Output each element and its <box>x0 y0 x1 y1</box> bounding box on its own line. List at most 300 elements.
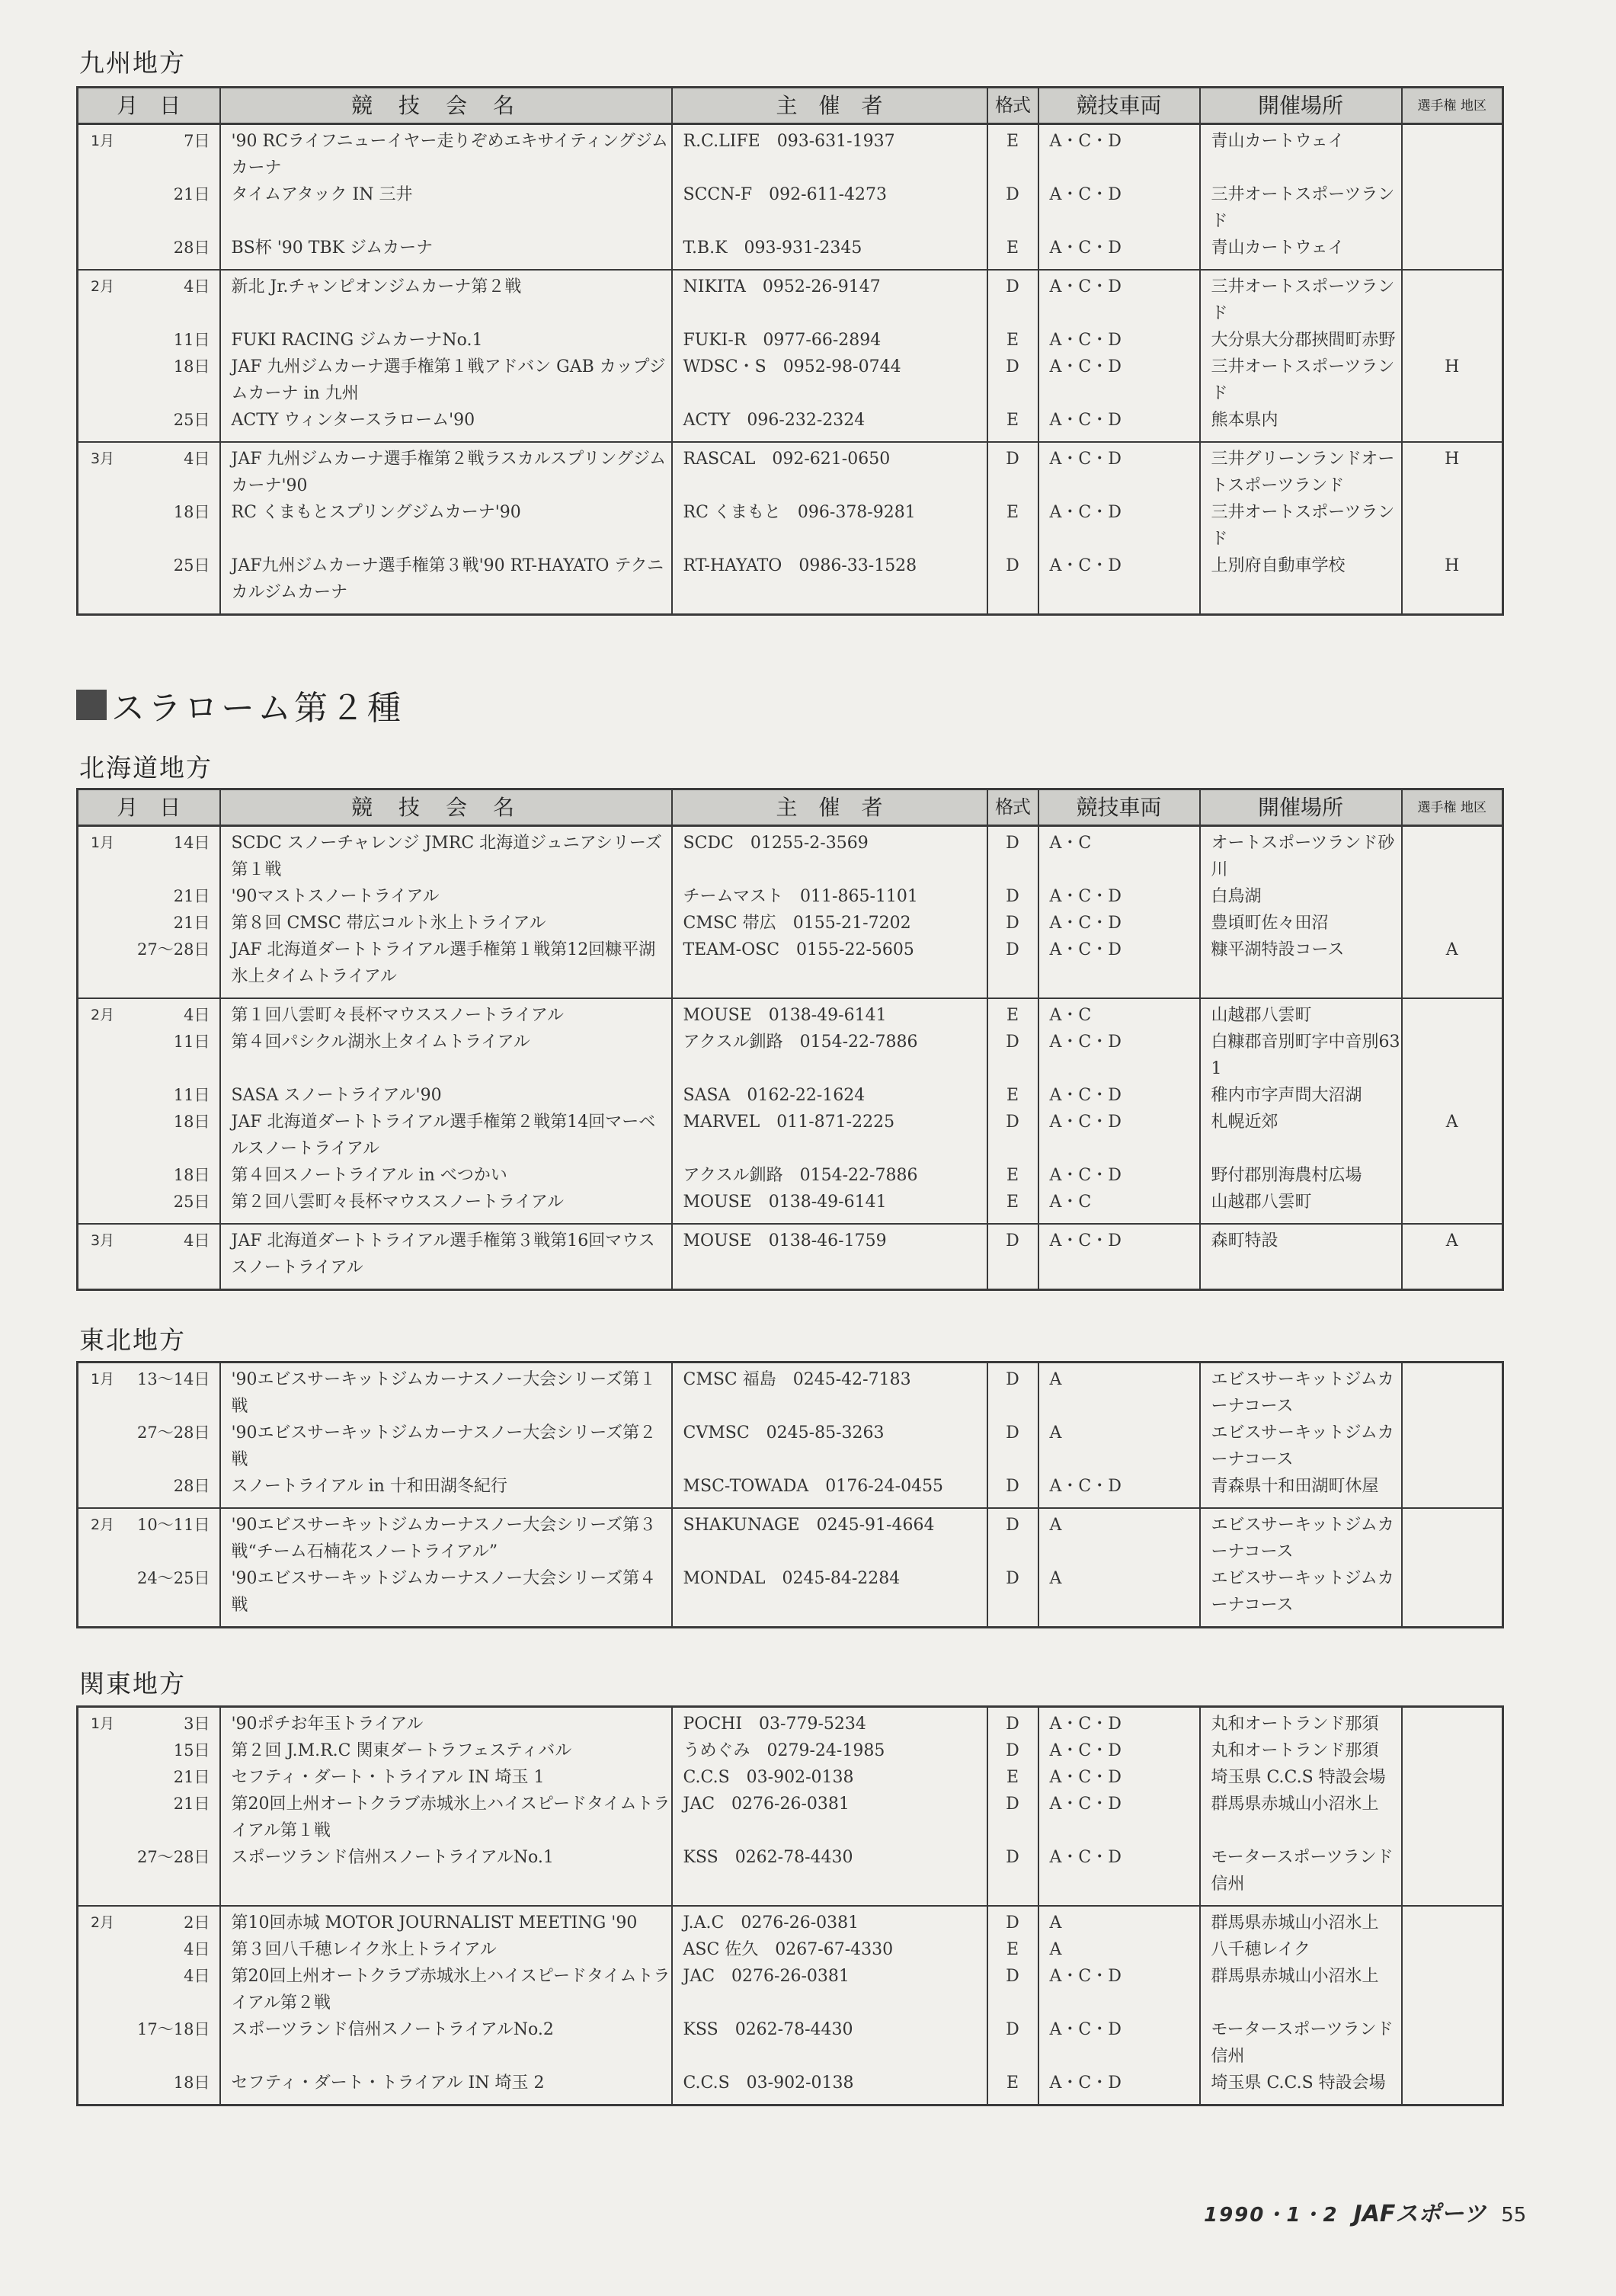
date-wrap <box>91 552 210 579</box>
day-label: 27～28日 <box>137 940 210 959</box>
organizer-cell: SHAKUNAGE 0245-91-4664 <box>672 1508 987 1565</box>
cars-cell: A・C・D <box>1038 552 1200 615</box>
organizer-cell: アクスル釧路 0154-22-7886 <box>672 1162 987 1189</box>
organizer-cell: TEAM-OSC 0155-22-5605 <box>672 937 987 998</box>
event-name-cell: RC くまもとスプリングジムカーナ'90 <box>220 499 672 552</box>
date-wrap <box>91 1764 210 1791</box>
day-label: 3日 <box>184 1715 210 1733</box>
championship-cell <box>1402 1791 1503 1844</box>
venue-cell: 札幌近郊 <box>1200 1109 1402 1162</box>
date-cell <box>78 2016 220 2070</box>
event-name-cell: セフティ・ダート・トライアル IN 埼玉 1 <box>220 1764 672 1791</box>
organizer-cell: RASCAL 092-621-0650 <box>672 442 987 499</box>
cars-cell: A・C・D <box>1038 1162 1200 1189</box>
day-label: 4日 <box>184 277 210 296</box>
venue-cell: 糠平湖特設コース <box>1200 937 1402 998</box>
format-cell: E <box>987 327 1038 354</box>
event-name-cell: スポーツランド信州スノートライアルNo.1 <box>220 1844 672 1906</box>
championship-cell <box>1402 1420 1503 1473</box>
day-label: 18日 <box>173 357 210 376</box>
organizer-cell: MOUSE 0138-49-6141 <box>672 1189 987 1224</box>
championship-cell <box>1402 883 1503 910</box>
table-row <box>78 1109 1503 1162</box>
venue-cell: 三井オートスポーツランド <box>1200 181 1402 235</box>
championship-cell <box>1402 1082 1503 1109</box>
day-label: 10～11日 <box>137 1516 210 1534</box>
championship-cell <box>1402 1764 1503 1791</box>
event-name-cell: '90 RCライフニューイヤー走りぞめエキサイティングジムカーナ <box>220 124 672 182</box>
date-cell <box>78 937 220 998</box>
organizer-cell: CMSC 福島 0245-42-7183 <box>672 1363 987 1420</box>
venue-cell: 森町特設 <box>1200 1224 1402 1290</box>
date-wrap <box>91 354 210 380</box>
table-row <box>78 1473 1503 1508</box>
championship-cell <box>1402 235 1503 270</box>
format-cell: E <box>987 998 1038 1029</box>
table-header-row <box>78 88 1503 124</box>
day-label: 13～14日 <box>137 1370 210 1388</box>
venue-cell: 群馬県赤城山小沼氷上 <box>1200 1791 1402 1844</box>
square-bullet-icon <box>76 690 107 720</box>
date-cell <box>78 2070 220 2105</box>
date-wrap <box>91 1366 210 1393</box>
cars-cell: A・C・D <box>1038 181 1200 235</box>
cars-cell: A・C・D <box>1038 327 1200 354</box>
table-row <box>78 327 1503 354</box>
venue-cell: 埼玉県 C.C.S 特設会場 <box>1200 1764 1402 1791</box>
organizer-cell: KSS 0262-78-4430 <box>672 2016 987 2070</box>
organizer-cell: CMSC 帯広 0155-21-7202 <box>672 910 987 937</box>
event-name-cell: JAF九州ジムカーナ選手権第３戦'90 RT-HAYATO テクニカルジムカーナ <box>220 552 672 615</box>
championship-cell: H <box>1402 552 1503 615</box>
date-wrap <box>91 128 210 155</box>
table-row <box>78 1082 1503 1109</box>
header-event-name: 競技会名 <box>220 789 672 826</box>
date-wrap <box>91 1109 210 1135</box>
format-cell: D <box>987 1963 1038 2016</box>
event-name-cell: セフティ・ダート・トライアル IN 埼玉 2 <box>220 2070 672 2105</box>
table-row <box>78 2016 1503 2070</box>
venue-cell: 丸和オートランド那須 <box>1200 1737 1402 1764</box>
date-cell <box>78 499 220 552</box>
venue-cell: 上別府自動車学校 <box>1200 552 1402 615</box>
date-wrap <box>91 1791 210 1817</box>
month-label: 1月 <box>91 1371 115 1388</box>
date-cell <box>78 1565 220 1628</box>
day-label: 25日 <box>173 1193 210 1211</box>
date-wrap <box>91 1473 210 1500</box>
event-name-cell: JAF 九州ジムカーナ選手権第２戦ラスカルスプリングジムカーナ'90 <box>220 442 672 499</box>
cars-cell: A・C・D <box>1038 499 1200 552</box>
date-wrap <box>91 1711 210 1737</box>
date-wrap <box>91 1910 210 1936</box>
championship-cell <box>1402 1363 1503 1420</box>
schedule-table-hokkaido <box>76 788 1504 1291</box>
month-label: 1月 <box>91 1715 115 1732</box>
day-label: 21日 <box>173 914 210 932</box>
day-label: 7日 <box>184 132 210 150</box>
organizer-cell: RC くまもと 096-378-9281 <box>672 499 987 552</box>
date-cell <box>78 826 220 884</box>
championship-cell <box>1402 270 1503 327</box>
day-label: 4日 <box>184 1231 210 1250</box>
organizer-cell: アクスル釧路 0154-22-7886 <box>672 1029 987 1082</box>
championship-cell <box>1402 499 1503 552</box>
championship-cell <box>1402 1508 1503 1565</box>
format-cell: D <box>987 910 1038 937</box>
header-format: 格式 <box>987 789 1038 826</box>
event-name-cell: 新北 Jr.チャンピオンジムカーナ第２戦 <box>220 270 672 327</box>
date-cell <box>78 1707 220 1738</box>
format-cell: D <box>987 270 1038 327</box>
cars-cell: A・C <box>1038 998 1200 1029</box>
day-label: 15日 <box>173 1741 210 1760</box>
venue-cell: エビスサーキットジムカーナコース <box>1200 1363 1402 1420</box>
table-row <box>78 1906 1503 1936</box>
table-row <box>78 1764 1503 1791</box>
month-label: 3月 <box>91 450 115 467</box>
date-wrap <box>91 1420 210 1446</box>
date-wrap <box>91 830 210 857</box>
date-wrap <box>91 1189 210 1215</box>
cars-cell: A・C <box>1038 826 1200 884</box>
championship-cell: A <box>1402 937 1503 998</box>
cars-cell: A・C・D <box>1038 1082 1200 1109</box>
date-wrap <box>91 1029 210 1055</box>
cars-cell: A・C・D <box>1038 1764 1200 1791</box>
organizer-cell: C.C.S 03-902-0138 <box>672 1764 987 1791</box>
date-cell <box>78 1737 220 1764</box>
championship-cell <box>1402 910 1503 937</box>
date-cell <box>78 1844 220 1906</box>
day-label: 21日 <box>173 1768 210 1786</box>
schedule-table-kanto <box>76 1705 1504 2106</box>
championship-cell <box>1402 124 1503 182</box>
format-cell: D <box>987 883 1038 910</box>
page-footer <box>1204 2195 1526 2228</box>
table-row <box>78 1707 1503 1738</box>
format-cell: D <box>987 181 1038 235</box>
format-cell: D <box>987 826 1038 884</box>
organizer-cell: T.B.K 093-931-2345 <box>672 235 987 270</box>
format-cell: D <box>987 354 1038 407</box>
cars-cell: A・C・D <box>1038 407 1200 442</box>
date-wrap <box>91 407 210 434</box>
cars-cell: A <box>1038 1906 1200 1936</box>
table-row <box>78 235 1503 270</box>
date-wrap <box>91 1844 210 1871</box>
venue-cell: 青森県十和田湖町休屋 <box>1200 1473 1402 1508</box>
date-wrap <box>91 1936 210 1963</box>
format-cell: E <box>987 2070 1038 2105</box>
date-wrap <box>91 446 210 472</box>
venue-cell: 丸和オートランド那須 <box>1200 1707 1402 1738</box>
organizer-cell: SASA 0162-22-1624 <box>672 1082 987 1109</box>
date-cell <box>78 124 220 182</box>
venue-cell: 三井オートスポーツランド <box>1200 354 1402 407</box>
event-name-cell: 第２回八雲町々長杯マウススノートライアル <box>220 1189 672 1224</box>
event-name-cell: 第３回八千穂レイク氷上トライアル <box>220 1936 672 1963</box>
header-venue: 開催場所 <box>1200 88 1402 124</box>
header-cars: 競技車両 <box>1038 88 1200 124</box>
date-cell <box>78 1764 220 1791</box>
organizer-cell: SCDC 01255-2-3569 <box>672 826 987 884</box>
championship-cell <box>1402 1473 1503 1508</box>
format-cell: D <box>987 1707 1038 1738</box>
date-wrap <box>91 499 210 526</box>
month-label: 2月 <box>91 1914 115 1931</box>
month-label: 1月 <box>91 834 115 851</box>
table-row <box>78 937 1503 998</box>
format-cell: E <box>987 1162 1038 1189</box>
table-row <box>78 499 1503 552</box>
organizer-cell: ASC 佐久 0267-67-4330 <box>672 1936 987 1963</box>
date-cell <box>78 1936 220 1963</box>
header-event-name: 競技会名 <box>220 88 672 124</box>
date-cell <box>78 910 220 937</box>
table-row <box>78 181 1503 235</box>
organizer-cell: SCCN-F 092-611-4273 <box>672 181 987 235</box>
event-name-cell: スノートライアル in 十和田湖冬紀行 <box>220 1473 672 1508</box>
venue-cell: 埼玉県 C.C.S 特設会場 <box>1200 2070 1402 2105</box>
date-cell <box>78 1082 220 1109</box>
cars-cell: A・C・D <box>1038 1844 1200 1906</box>
championship-cell <box>1402 1029 1503 1082</box>
cars-cell: A・C <box>1038 1189 1200 1224</box>
date-cell <box>78 1906 220 1936</box>
table-row <box>78 1737 1503 1764</box>
month-label: 3月 <box>91 1232 115 1249</box>
cars-cell: A・C・D <box>1038 883 1200 910</box>
organizer-cell: RT-HAYATO 0986-33-1528 <box>672 552 987 615</box>
event-name-cell: タイムアタック IN 三井 <box>220 181 672 235</box>
championship-cell: H <box>1402 354 1503 407</box>
format-cell: D <box>987 1737 1038 1764</box>
venue-cell: 稚内市字声問大沼湖 <box>1200 1082 1402 1109</box>
date-cell <box>78 1420 220 1473</box>
format-cell: D <box>987 1791 1038 1844</box>
organizer-cell: J.A.C 0276-26-0381 <box>672 1906 987 1936</box>
cars-cell: A・C・D <box>1038 1963 1200 2016</box>
venue-cell: 三井オートスポーツランド <box>1200 270 1402 327</box>
event-name-cell: '90エビスサーキットジムカーナスノー大会シリーズ第３戦“チーム石楠花スノートライアル” <box>220 1508 672 1565</box>
organizer-cell: FUKI-R 0977-66-2894 <box>672 327 987 354</box>
venue-cell: オートスポーツランド砂川 <box>1200 826 1402 884</box>
championship-cell <box>1402 1162 1503 1189</box>
venue-cell: 八千穂レイク <box>1200 1936 1402 1963</box>
organizer-cell: MOUSE 0138-49-6141 <box>672 998 987 1029</box>
venue-cell: モータースポーツランド信州 <box>1200 1844 1402 1906</box>
footer-issue-date: 1990・1・2 <box>1204 2204 1339 2227</box>
date-cell <box>78 181 220 235</box>
championship-cell: H <box>1402 442 1503 499</box>
championship-cell <box>1402 181 1503 235</box>
schedule-table-kyushu <box>76 86 1504 616</box>
format-cell: D <box>987 2016 1038 2070</box>
event-name-cell: 第４回スノートライアル in べつかい <box>220 1162 672 1189</box>
cars-cell: A・C・D <box>1038 1737 1200 1764</box>
championship-cell: A <box>1402 1224 1503 1290</box>
format-cell: E <box>987 1082 1038 1109</box>
cars-cell: A・C・D <box>1038 1109 1200 1162</box>
date-wrap <box>91 327 210 354</box>
organizer-cell: JAC 0276-26-0381 <box>672 1791 987 1844</box>
event-name-cell: SASA スノートライアル'90 <box>220 1082 672 1109</box>
cars-cell: A・C・D <box>1038 354 1200 407</box>
cars-cell: A・C・D <box>1038 235 1200 270</box>
event-name-cell: '90エビスサーキットジムカーナスノー大会シリーズ第１戦 <box>220 1363 672 1420</box>
organizer-cell: JAC 0276-26-0381 <box>672 1963 987 2016</box>
championship-cell <box>1402 407 1503 442</box>
event-name-cell: 第１回八雲町々長杯マウススノートライアル <box>220 998 672 1029</box>
header-date: 月 日 <box>78 789 220 826</box>
format-cell: D <box>987 937 1038 998</box>
table-row <box>78 354 1503 407</box>
venue-cell: 熊本県内 <box>1200 407 1402 442</box>
table-row <box>78 1029 1503 1082</box>
cars-cell: A・C・D <box>1038 910 1200 937</box>
format-cell: E <box>987 124 1038 182</box>
cars-cell: A・C・D <box>1038 937 1200 998</box>
date-cell <box>78 1109 220 1162</box>
championship-cell <box>1402 1936 1503 1963</box>
day-label: 17～18日 <box>137 2020 210 2038</box>
venue-cell: 三井グリーンランドオートスポーツランド <box>1200 442 1402 499</box>
day-label: 28日 <box>173 239 210 257</box>
month-label: 2月 <box>91 1516 115 1533</box>
day-label: 18日 <box>173 2073 210 2092</box>
header-venue: 開催場所 <box>1200 789 1402 826</box>
date-wrap <box>91 1002 210 1029</box>
event-name-cell: '90マストスノートライアル <box>220 883 672 910</box>
table-row <box>78 910 1503 937</box>
footer-page-number: 55 <box>1501 2204 1527 2227</box>
event-name-cell: 第２回 J.M.R.C 関東ダートラフェスティバル <box>220 1737 672 1764</box>
format-cell: E <box>987 1189 1038 1224</box>
organizer-cell: WDSC・S 0952-98-0744 <box>672 354 987 407</box>
venue-cell: 群馬県赤城山小沼氷上 <box>1200 1906 1402 1936</box>
date-wrap <box>91 1512 210 1539</box>
cars-cell: A・C・D <box>1038 1473 1200 1508</box>
date-wrap <box>91 2016 210 2043</box>
organizer-cell: R.C.LIFE 093-631-1937 <box>672 124 987 182</box>
championship-cell <box>1402 2070 1503 2105</box>
championship-cell <box>1402 1906 1503 1936</box>
event-name-cell: '90ポチお年玉トライアル <box>220 1707 672 1738</box>
championship-cell <box>1402 1737 1503 1764</box>
venue-cell: 野付郡別海農村広場 <box>1200 1162 1402 1189</box>
cars-cell: A・C・D <box>1038 2016 1200 2070</box>
day-label: 21日 <box>173 1795 210 1813</box>
event-name-cell: スポーツランド信州スノートライアルNo.2 <box>220 2016 672 2070</box>
championship-cell <box>1402 327 1503 354</box>
section-heading <box>76 680 404 729</box>
table-row <box>78 270 1503 327</box>
championship-cell <box>1402 1707 1503 1738</box>
format-cell: D <box>987 1224 1038 1290</box>
header-organizer: 主 催 者 <box>672 88 987 124</box>
date-wrap <box>91 910 210 937</box>
table-row <box>78 1936 1503 1963</box>
event-name-cell: SCDC スノーチャレンジ JMRC 北海道ジュニアシリーズ第１戦 <box>220 826 672 884</box>
venue-cell: 大分県大分郡挾間町赤野 <box>1200 327 1402 354</box>
cars-cell: A・C・D <box>1038 1707 1200 1738</box>
day-label: 18日 <box>173 1113 210 1131</box>
date-cell <box>78 1363 220 1420</box>
event-name-cell: 第４回パシクル湖氷上タイムトライアル <box>220 1029 672 1082</box>
date-cell <box>78 883 220 910</box>
championship-cell <box>1402 998 1503 1029</box>
date-wrap <box>91 1565 210 1592</box>
date-cell <box>78 270 220 327</box>
region-title-tohoku: 東北地方 <box>79 1325 186 1355</box>
date-wrap <box>91 181 210 208</box>
region-title-hokkaido: 北海道地方 <box>79 753 213 783</box>
format-cell: D <box>987 1508 1038 1565</box>
organizer-cell: MONDAL 0245-84-2284 <box>672 1565 987 1628</box>
table-row <box>78 407 1503 442</box>
organizer-cell: C.C.S 03-902-0138 <box>672 2070 987 2105</box>
month-label: 2月 <box>91 278 115 295</box>
date-cell <box>78 442 220 499</box>
cars-cell: A・C・D <box>1038 442 1200 499</box>
event-name-cell: '90エビスサーキットジムカーナスノー大会シリーズ第４戦 <box>220 1565 672 1628</box>
organizer-cell: CVMSC 0245-85-3263 <box>672 1420 987 1473</box>
day-label: 4日 <box>184 1967 210 1985</box>
table-row <box>78 1508 1503 1565</box>
table-row <box>78 1224 1503 1290</box>
table-row <box>78 1189 1503 1224</box>
cars-cell: A・C・D <box>1038 1224 1200 1290</box>
header-championship: 選手権 地区 <box>1402 88 1503 124</box>
table-row <box>78 998 1503 1029</box>
date-cell <box>78 1029 220 1082</box>
organizer-cell: チームマスト 011-865-1101 <box>672 883 987 910</box>
format-cell: D <box>987 1363 1038 1420</box>
format-cell: E <box>987 1764 1038 1791</box>
event-name-cell: BS杯 '90 TBK ジムカーナ <box>220 235 672 270</box>
event-name-cell: JAF 北海道ダートトライアル選手権第２戦第14回マーベルスノートライアル <box>220 1109 672 1162</box>
date-cell <box>78 407 220 442</box>
organizer-cell: KSS 0262-78-4430 <box>672 1844 987 1906</box>
event-name-cell: 第20回上州オートクラブ赤城氷上ハイスピードタイムトライアル第２戦 <box>220 1963 672 2016</box>
day-label: 4日 <box>184 1940 210 1958</box>
organizer-cell: NIKITA 0952-26-9147 <box>672 270 987 327</box>
date-wrap <box>91 1162 210 1189</box>
format-cell: E <box>987 499 1038 552</box>
format-cell: D <box>987 1844 1038 1906</box>
day-label: 18日 <box>173 1166 210 1184</box>
format-cell: D <box>987 552 1038 615</box>
table-row <box>78 1162 1503 1189</box>
event-name-cell: 第10回赤城 MOTOR JOURNALIST MEETING '90 <box>220 1906 672 1936</box>
venue-cell: 青山カートウェイ <box>1200 124 1402 182</box>
day-label: 4日 <box>184 1006 210 1024</box>
region-title-kyushu: 九州地方 <box>79 48 186 78</box>
table-row <box>78 1565 1503 1628</box>
venue-cell: 白鳥湖 <box>1200 883 1402 910</box>
header-organizer: 主 催 者 <box>672 789 987 826</box>
table-header-row <box>78 789 1503 826</box>
date-cell <box>78 1189 220 1224</box>
region-title-kanto: 関東地方 <box>79 1669 186 1699</box>
table-row <box>78 552 1503 615</box>
cars-cell: A <box>1038 1508 1200 1565</box>
day-label: 11日 <box>173 1086 210 1104</box>
organizer-cell: MARVEL 011-871-2225 <box>672 1109 987 1162</box>
date-wrap <box>91 2070 210 2096</box>
venue-cell: エビスサーキットジムカーナコース <box>1200 1420 1402 1473</box>
